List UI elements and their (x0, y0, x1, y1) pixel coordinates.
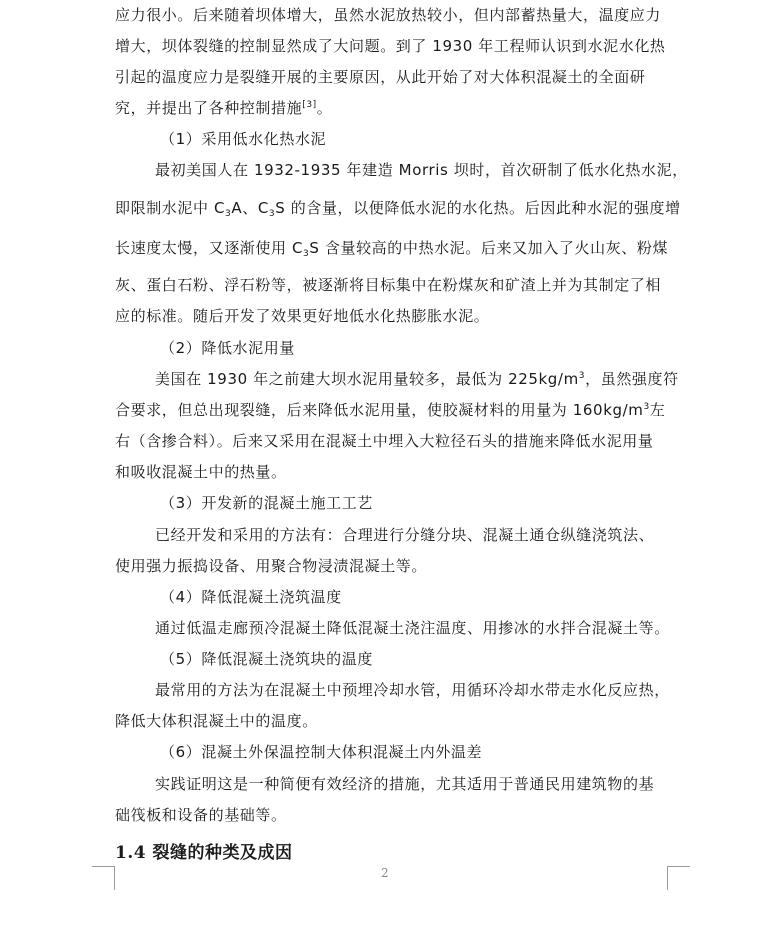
section-3-line-2: 使用强力振捣设备、用聚合物浸渍混凝土等。 (115, 557, 428, 575)
section-2-line-2-a: 合要求，但总出现裂缝，后来降低水泥用量，使胶凝材料的用量为 160kg/m (115, 401, 644, 419)
crop-mark-left-horizontal (92, 866, 115, 867)
section-3-title: （3）开发新的混凝土施工工艺 (160, 494, 373, 512)
section-1-line-2-a: 即限制水泥中 C (115, 199, 226, 217)
section-5-title: （5）降低混凝土浇筑块的温度 (160, 650, 373, 668)
section-2-line-2 (115, 400, 675, 420)
crop-mark-right-vertical (667, 866, 668, 890)
section-5-line-2: 降低大体积混凝土中的温度。 (115, 712, 318, 730)
intro-line-1: 应力很小。后来随着坝体增大，虽然水泥放热较小，但内部蓄热量大，温度应力 (115, 6, 662, 24)
section-1-line-3-a: 长速度太慢，又逐渐使用 C (115, 239, 304, 257)
page-number: 2 (381, 866, 389, 880)
superscript: 3 (578, 371, 586, 381)
section-6-line-2: 础筏板和设备的基础等。 (115, 806, 287, 824)
citation-ref: [3] (302, 100, 317, 110)
section-2-line-3: 右（含掺合料）。后来又采用在混凝土中埋入大粒径石头的措施来降低水泥用量 (115, 432, 654, 450)
section-4-title: （4）降低混凝土浇筑温度 (160, 588, 342, 606)
section-1-line-3 (115, 238, 675, 258)
section-5-line-1: 最常用的方法为在混凝土中预埋冷却水管，用循环冷却水带走水化反应热， (155, 681, 670, 699)
intro-line-4-end: 。 (316, 99, 333, 117)
section-2-line-4: 和吸收混凝土中的热量。 (115, 463, 287, 481)
section-2-line-1-a: 美国在 1930 年之前建大坝水泥用量较多，最低为 225kg/m (155, 370, 579, 388)
chapter-heading: 1.4 裂缝的种类及成因 (115, 843, 293, 863)
section-1-line-3-b: S 含量较高的中热水泥。后来又加入了火山灰、粉煤 (309, 239, 669, 257)
section-6-line-1: 实践证明这是一种简便有效经济的措施，尤其适用于普通民用建筑物的基 (155, 775, 655, 793)
section-1-title: （1）采用低水化热水泥 (160, 130, 327, 148)
intro-line-2: 增大，坝体裂缝的控制显然成了大问题。到了 1930 年工程师认识到水泥水化热 (115, 37, 666, 55)
subscript: 3 (303, 249, 310, 259)
crop-mark-right-horizontal (667, 866, 690, 867)
section-2-title: （2）降低水泥用量 (160, 339, 295, 357)
section-1-line-4: 灰、蛋白石粉、浮石粉等，被逐渐将目标集中在粉煤灰和矿渣上并为其制定了相 (115, 276, 662, 294)
subscript: 3 (268, 209, 276, 219)
section-4-line-1: 通过低温走廊预冷混凝土降低混凝土浇注温度、用掺冰的水拌合混凝土等。 (155, 619, 670, 637)
section-3-line-1: 已经开发和采用的方法有：合理进行分缝分块、混凝土通仓纵缝浇筑法、 (155, 526, 655, 544)
superscript: 3 (643, 402, 650, 412)
section-6-title: （6）混凝土外保温控制大体积混凝土内外温差 (160, 743, 483, 761)
section-1-line-2-c: S 的含量，以便降低水泥的水化热。后因此种水泥的强度增 (275, 199, 681, 217)
subscript: 3 (225, 209, 232, 219)
section-1-line-5: 应的标准。随后开发了效果更好地低水化热膨胀水泥。 (115, 307, 490, 325)
section-2-line-2-b: 左 (649, 401, 666, 419)
section-2-line-1-b: ，虽然强度符 (585, 370, 679, 388)
intro-line-4-text: 究，并提出了各种控制措施 (115, 99, 303, 117)
section-1-line-2 (115, 198, 681, 219)
section-1-line-2-b: A、C (231, 199, 269, 217)
section-1-line-1: 最初美国人在 1932-1935 年建造 Morris 坝时，首次研制了低水化热水泥， (155, 161, 688, 179)
crop-mark-left-vertical (114, 866, 115, 890)
intro-line-3: 引起的温度应力是裂缝开展的主要原因，从此开始了对大体积混凝土的全面研 (115, 68, 646, 86)
intro-line-4 (115, 98, 675, 118)
section-2-line-1 (155, 369, 715, 389)
